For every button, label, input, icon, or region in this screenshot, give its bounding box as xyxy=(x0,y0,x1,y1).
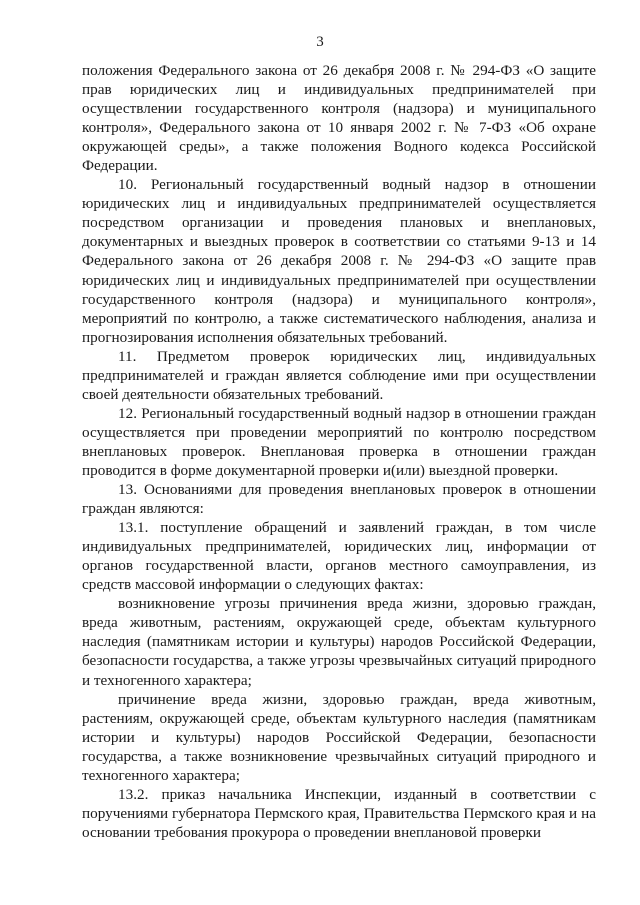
paragraph-intro: положения Федерального закона от 26 декабря 2008 г. № 294-ФЗ «О защите прав юридических лиц и индивидуальных предпринимателей при осуществлении государственного контроля (надзора) и муниципального контроля», Федерального закона от 10 января 2002 г. № 7-ФЗ «Об охране окружающей среды», а также положения Водного кодекса Российской Федерации. xyxy=(82,62,596,175)
paragraph-threat-fact: возникновение угрозы причинения вреда жизни, здоровью граждан, вреда животным, растениям, окружающей среде, объектам культурного наследия (памятникам истории и культуры) народов Российской Федерации, безопасности государства, а также угрозы чрезвычайных ситуаций природного и техногенного характера; xyxy=(82,595,596,689)
paragraph-13: 13. Основаниями для проведения внеплановых проверок в отношении граждан являются: xyxy=(82,481,596,518)
document-body xyxy=(82,61,596,842)
paragraph-13-1: 13.1. поступление обращений и заявлений граждан, в том числе индивидуальных предпринимателей, юридических лиц, информации от органов государственной власти, органов местного самоуправления, из средств массовой информации о следующих фактах: xyxy=(82,519,596,594)
paragraph-12: 12. Региональный государственный водный надзор в отношении граждан осуществляется при проведении мероприятий по контролю посредством внеплановых проверок. Внеплановая проверка в отношении граждан проводится в форме документарной проверки и(или) выездной проверки. xyxy=(82,404,596,479)
paragraph-11: 11. Предметом проверок юридических лиц, индивидуальных предпринимателей и граждан является соблюдение ими при осуществлении своей деятельности обязательных требований. xyxy=(82,347,596,403)
paragraph-13-2: 13.2. приказ начальника Инспекции, изданный в соответствии с поручениями губернатора Пермского края, Правительства Пермского края и на основании требования прокурора о проведении внеплановой проверки xyxy=(82,785,596,841)
paragraph-harm-fact: причинение вреда жизни, здоровью граждан, вреда животным, растениям, окружающей среде, объектам культурного наследия (памятникам истории и культуры) народов Российской Федерации, безопасности государства, а также возникновение чрезвычайных ситуаций природного и техногенного характера; xyxy=(82,690,596,784)
page-number: 3 xyxy=(316,34,324,50)
paragraph-10: 10. Региональный государственный водный надзор в отношении юридических лиц и индивидуальных предпринимателей осуществляется посредством организации и проведения плановых и внеплановых, документарных и выездных проверок в соответствии со статьями 9-13 и 14 Федерального закона от 26 декабря 2008 г. № 294-ФЗ «О защите прав юридических лиц и индивидуальных предпринимателей при осуществлении государственного контроля (надзора) и муниципального контроля», мероприятий по контролю, а также систематического наблюдения, анализа и прогнозирования исполнения обязательных требований. xyxy=(82,176,596,346)
